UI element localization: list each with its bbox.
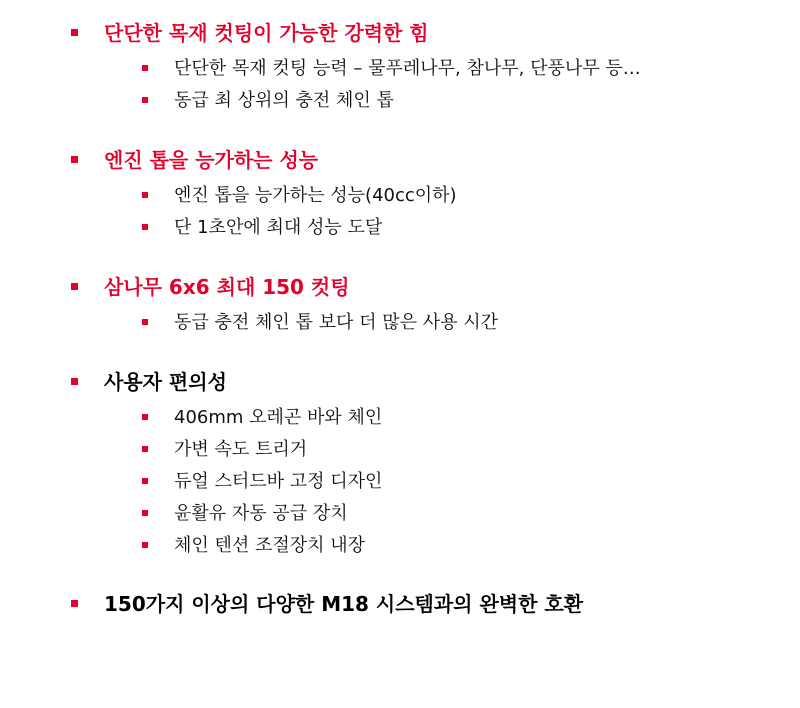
list-item: [0, 499, 800, 531]
list-item-text: 406mm 오레곤 바와 체인: [174, 407, 383, 428]
square-bullet-icon: [142, 319, 148, 325]
list-item-text: 단 1초안에 최대 성능 도달: [174, 217, 383, 238]
square-bullet-icon: [71, 156, 78, 163]
list-item: [0, 86, 800, 118]
section-heading: [0, 18, 800, 48]
section-heading-text: 사용자 편의성: [104, 370, 227, 394]
feature-section-convenience: [0, 367, 800, 563]
list-item: [0, 213, 800, 245]
list-item-text: 듀얼 스터드바 고정 디자인: [174, 471, 383, 492]
square-bullet-icon: [71, 600, 78, 607]
square-bullet-icon: [71, 29, 78, 36]
square-bullet-icon: [142, 192, 148, 198]
list-item: [0, 54, 800, 86]
feature-section-cutting: [0, 272, 800, 340]
feature-list: [0, 181, 800, 245]
section-heading: [0, 145, 800, 175]
square-bullet-icon: [142, 224, 148, 230]
list-item: [0, 308, 800, 340]
list-item-text: 윤활유 자동 공급 장치: [174, 503, 348, 524]
section-heading: [0, 367, 800, 397]
list-item-text: 체인 텐션 조절장치 내장: [174, 535, 366, 556]
square-bullet-icon: [142, 478, 148, 484]
feature-section-power: [0, 18, 800, 118]
section-heading: [0, 272, 800, 302]
square-bullet-icon: [142, 446, 148, 452]
list-item: [0, 181, 800, 213]
square-bullet-icon: [71, 378, 78, 385]
list-item-text: 동급 최 상위의 충전 체인 톱: [174, 90, 394, 111]
square-bullet-icon: [142, 542, 148, 548]
section-heading-text: 엔진 톱을 능가하는 성능: [104, 148, 319, 172]
list-item: [0, 531, 800, 563]
list-item: [0, 467, 800, 499]
section-heading-text: 단단한 목재 컷팅이 가능한 강력한 힘: [104, 21, 429, 45]
list-item: [0, 435, 800, 467]
square-bullet-icon: [142, 510, 148, 516]
feature-list: [0, 308, 800, 340]
square-bullet-icon: [142, 65, 148, 71]
section-heading-text: 삼나무 6x6 최대 150 컷팅: [104, 275, 350, 299]
list-item-text: 엔진 톱을 능가하는 성능(40cc이하): [174, 185, 457, 206]
list-item-text: 단단한 목재 컷팅 능력 – 물푸레나무, 참나무, 단풍나무 등…: [174, 58, 641, 79]
list-item-text: 가변 속도 트리거: [174, 439, 308, 460]
feature-list: [0, 54, 800, 118]
square-bullet-icon: [142, 414, 148, 420]
list-item: [0, 403, 800, 435]
section-heading: [0, 589, 800, 619]
square-bullet-icon: [142, 97, 148, 103]
list-item-text: 동급 충전 체인 톱 보다 더 많은 사용 시간: [174, 312, 498, 333]
square-bullet-icon: [71, 283, 78, 290]
section-heading-text: 150가지 이상의 다양한 M18 시스템과의 완벽한 호환: [104, 592, 584, 616]
feature-list: [0, 403, 800, 563]
feature-section-performance: [0, 145, 800, 245]
feature-section-compatibility: [0, 589, 800, 619]
